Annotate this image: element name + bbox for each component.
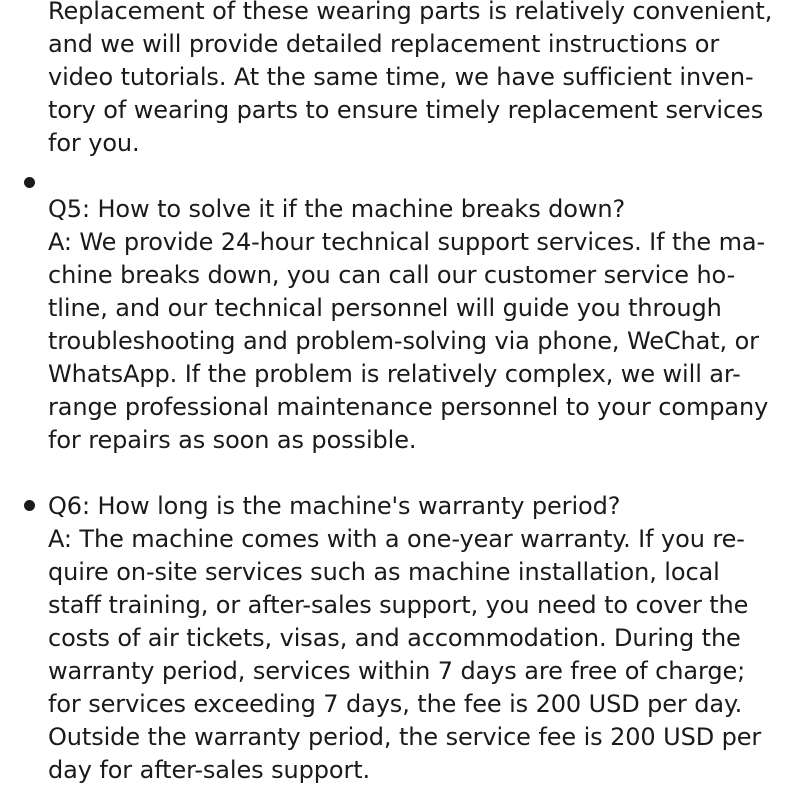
faq-answer-line: quire on-site services such as machine installation, local bbox=[48, 558, 720, 586]
intro-line: and we will provide detailed replacement instructions or bbox=[48, 30, 720, 58]
faq-answer-line: range professional maintenance personnel to your company bbox=[48, 393, 769, 421]
faq-answer-line: warranty period, services within 7 days are free of charge; bbox=[48, 657, 746, 685]
faq-answer-line: WhatsApp. If the problem is relatively complex, we will ar- bbox=[48, 360, 741, 388]
faq-question-q6: Q6: How long is the machine's warranty period? bbox=[48, 492, 621, 520]
faq-answer-line: Outside the warranty period, the service fee is 200 USD per bbox=[48, 723, 762, 751]
bullet-icon bbox=[24, 500, 35, 511]
faq-answer-line: for services exceeding 7 days, the fee is 200 USD per day. bbox=[48, 690, 743, 718]
intro-line: for you. bbox=[48, 129, 140, 157]
faq-answer-line: staff training, or after-sales support, you need to cover the bbox=[48, 591, 749, 619]
faq-answer-line: day for after-sales support. bbox=[48, 756, 371, 784]
faq-answer-line: troubleshooting and problem-solving via phone, WeChat, or bbox=[48, 327, 759, 355]
faq-answer-line: tline, and our technical personnel will guide you through bbox=[48, 294, 722, 322]
faq-answer-line: chine breaks down, you can call our customer service ho- bbox=[48, 261, 736, 289]
faq-answer-line: A: The machine comes with a one-year warranty. If you re- bbox=[48, 525, 745, 553]
intro-line: Replacement of these wearing parts is relatively convenient, bbox=[48, 0, 773, 25]
intro-line: tory of wearing parts to ensure timely replacement services bbox=[48, 96, 764, 124]
faq-answer-line: for repairs as soon as possible. bbox=[48, 426, 417, 454]
bullet-icon bbox=[24, 177, 35, 188]
intro-line: video tutorials. At the same time, we have sufficient inven- bbox=[48, 63, 754, 91]
faq-answer-line: A: We provide 24-hour technical support services. If the ma- bbox=[48, 228, 766, 256]
faq-question-q5: Q5: How to solve it if the machine breaks down? bbox=[48, 195, 626, 223]
faq-answer-line: costs of air tickets, visas, and accommodation. During the bbox=[48, 624, 741, 652]
